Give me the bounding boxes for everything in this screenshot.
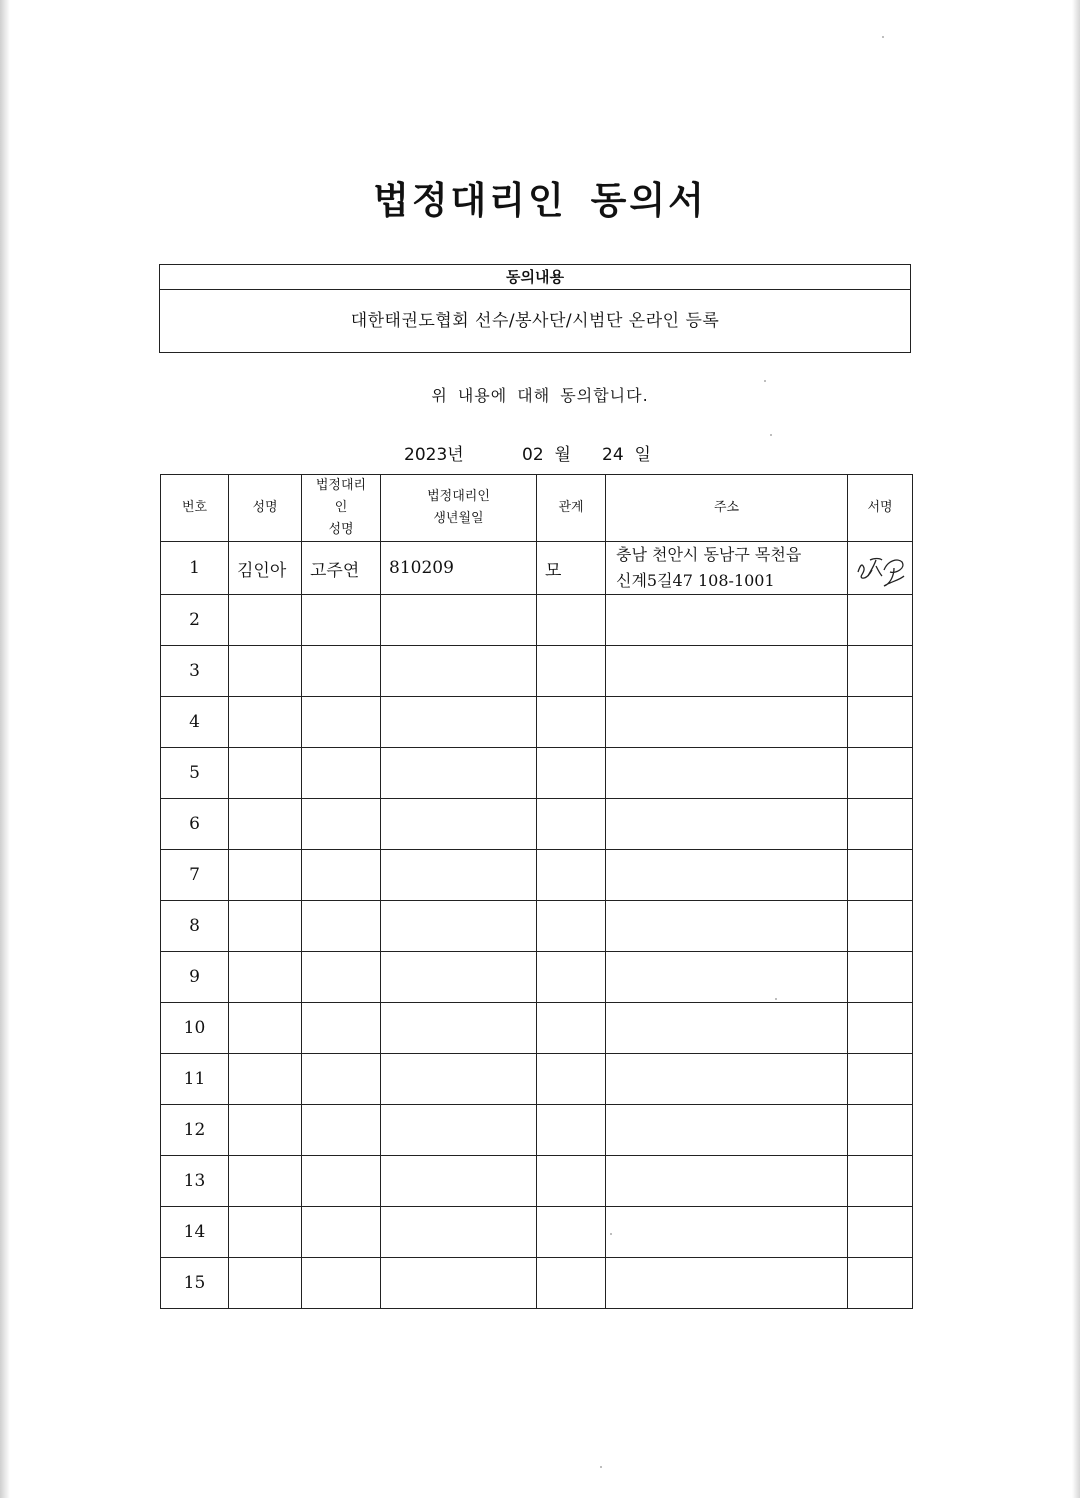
table-header-row	[161, 475, 913, 542]
table-row	[161, 1003, 913, 1054]
birthdate-cell	[381, 1258, 537, 1309]
signature-cell	[848, 646, 913, 697]
guardian-name-cell	[302, 1003, 381, 1054]
row-number-cell: 15	[161, 1258, 229, 1309]
guardian-roster-table	[160, 474, 913, 1309]
row-number-cell: 2	[161, 595, 229, 646]
relation-cell	[537, 901, 606, 952]
table-row	[161, 1054, 913, 1105]
address-cell	[606, 1258, 848, 1309]
signature-cell	[848, 1054, 913, 1105]
address-cell	[606, 1105, 848, 1156]
relation-cell	[537, 850, 606, 901]
consent-section	[159, 264, 911, 353]
table-row	[161, 799, 913, 850]
signature-cell	[848, 542, 913, 595]
table-row	[161, 542, 913, 595]
name-cell	[229, 748, 302, 799]
address-line-2: 신계5길47 108-1001	[616, 571, 775, 590]
row-number-cell: 1	[161, 542, 229, 595]
header-col-number: 번호	[161, 475, 229, 542]
header-col-guardian-name: 법정대리 인 성명	[302, 475, 381, 542]
date-month: 02 월	[522, 445, 571, 465]
row-number-cell: 14	[161, 1207, 229, 1258]
signature-cell	[848, 901, 913, 952]
birthdate-cell	[381, 799, 537, 850]
scan-speck	[775, 998, 777, 1000]
signature-cell	[848, 1156, 913, 1207]
address-line-1: 충남 천안시 동남구 목천읍	[616, 545, 802, 564]
name-cell	[229, 952, 302, 1003]
header-col-signature: 서명	[848, 475, 913, 542]
header-col-guardian-birthdate: 법정대리인 생년월일	[381, 475, 537, 542]
name-cell	[229, 1003, 302, 1054]
row-number-cell: 10	[161, 1003, 229, 1054]
guardian-name-cell	[302, 1207, 381, 1258]
name-cell	[229, 799, 302, 850]
table-row	[161, 748, 913, 799]
guardian-name-cell	[302, 1054, 381, 1105]
date-year: 2023년	[404, 445, 464, 465]
document-title: 법정대리인 동의서	[373, 179, 707, 222]
address-cell	[606, 850, 848, 901]
address-cell	[606, 646, 848, 697]
birthdate-cell	[381, 1054, 537, 1105]
birthdate-cell	[381, 1105, 537, 1156]
address-cell	[606, 595, 848, 646]
table-row	[161, 1258, 913, 1309]
name-cell	[229, 1054, 302, 1105]
table-row	[161, 952, 913, 1003]
consent-section-content: 대한태권도협회 선수/봉사단/시범단 온라인 등록	[350, 311, 720, 331]
row-number-cell: 7	[161, 850, 229, 901]
guardian-name-cell: 고주연	[302, 542, 381, 595]
table-row	[161, 595, 913, 646]
signature-cell	[848, 748, 913, 799]
name-cell	[229, 646, 302, 697]
scan-page-edge-left	[0, 0, 10, 1498]
signature-cell	[848, 595, 913, 646]
guardian-name-cell	[302, 799, 381, 850]
table-row	[161, 1207, 913, 1258]
guardian-name-cell	[302, 901, 381, 952]
date-day: 24 일	[602, 445, 651, 465]
birthdate-cell	[381, 952, 537, 1003]
consent-date	[404, 440, 662, 465]
relation-cell	[537, 799, 606, 850]
row-number-cell: 3	[161, 646, 229, 697]
guardian-name-cell	[302, 697, 381, 748]
birthdate-cell	[381, 697, 537, 748]
scan-speck	[770, 434, 772, 436]
address-cell	[606, 1054, 848, 1105]
signature-cell	[848, 1207, 913, 1258]
address-cell	[606, 1156, 848, 1207]
birthdate-cell	[381, 850, 537, 901]
address-cell	[606, 952, 848, 1003]
relation-cell	[537, 1105, 606, 1156]
table-row	[161, 1156, 913, 1207]
table-row	[161, 850, 913, 901]
relation-cell	[537, 697, 606, 748]
address-cell	[606, 799, 848, 850]
name-cell	[229, 901, 302, 952]
relation-cell	[537, 595, 606, 646]
signature-cell	[848, 1003, 913, 1054]
header-col-relation: 관계	[537, 475, 606, 542]
consent-section-header: 동의내용	[160, 265, 910, 290]
table-row	[161, 1105, 913, 1156]
name-cell: 김인아	[229, 542, 302, 595]
signature-cell	[848, 697, 913, 748]
signature-cell	[848, 799, 913, 850]
name-cell	[229, 1258, 302, 1309]
guardian-name-cell	[302, 952, 381, 1003]
relation-cell	[537, 1003, 606, 1054]
relation-cell	[537, 646, 606, 697]
agreement-statement: 위 내용에 대해 동의합니다.	[431, 386, 649, 405]
name-cell	[229, 595, 302, 646]
relation-cell	[537, 1258, 606, 1309]
birthdate-cell	[381, 748, 537, 799]
relation-cell: 모	[537, 542, 606, 595]
row-number-cell: 13	[161, 1156, 229, 1207]
relation-cell	[537, 1054, 606, 1105]
birthdate-cell: 810209	[381, 542, 537, 595]
scan-page-edge-right	[1072, 0, 1080, 1498]
guardian-name-cell	[302, 646, 381, 697]
birthdate-cell	[381, 901, 537, 952]
signature-cell	[848, 952, 913, 1003]
birthdate-cell	[381, 1003, 537, 1054]
guardian-name-cell	[302, 595, 381, 646]
address-cell	[606, 1207, 848, 1258]
row-number-cell: 12	[161, 1105, 229, 1156]
row-number-cell: 8	[161, 901, 229, 952]
table-row	[161, 901, 913, 952]
birthdate-cell	[381, 595, 537, 646]
name-cell	[229, 1156, 302, 1207]
table-row	[161, 646, 913, 697]
relation-cell	[537, 1156, 606, 1207]
guardian-name-cell	[302, 1105, 381, 1156]
address-cell	[606, 542, 848, 595]
birthdate-cell	[381, 1156, 537, 1207]
guardian-name-cell	[302, 850, 381, 901]
address-cell	[606, 901, 848, 952]
address-cell	[606, 697, 848, 748]
header-col-address: 주소	[606, 475, 848, 542]
scan-speck	[600, 1466, 602, 1468]
address-cell	[606, 1003, 848, 1054]
signature-cell	[848, 1258, 913, 1309]
row-number-cell: 11	[161, 1054, 229, 1105]
scan-speck	[764, 380, 766, 382]
birthdate-cell	[381, 646, 537, 697]
guardian-name-cell	[302, 1156, 381, 1207]
row-number-cell: 6	[161, 799, 229, 850]
row-number-cell: 5	[161, 748, 229, 799]
name-cell	[229, 1207, 302, 1258]
guardian-name-cell	[302, 748, 381, 799]
guardian-name-cell	[302, 1258, 381, 1309]
name-cell	[229, 850, 302, 901]
relation-cell	[537, 1207, 606, 1258]
row-number-cell: 9	[161, 952, 229, 1003]
table-row	[161, 697, 913, 748]
scan-speck	[610, 1233, 612, 1235]
relation-cell	[537, 748, 606, 799]
scan-speck	[882, 36, 884, 38]
row-number-cell: 4	[161, 697, 229, 748]
handwritten-signature	[850, 546, 910, 590]
address-cell	[606, 748, 848, 799]
signature-cell	[848, 850, 913, 901]
name-cell	[229, 697, 302, 748]
relation-cell	[537, 952, 606, 1003]
header-col-name: 성명	[229, 475, 302, 542]
birthdate-cell	[381, 1207, 537, 1258]
signature-cell	[848, 1105, 913, 1156]
name-cell	[229, 1105, 302, 1156]
